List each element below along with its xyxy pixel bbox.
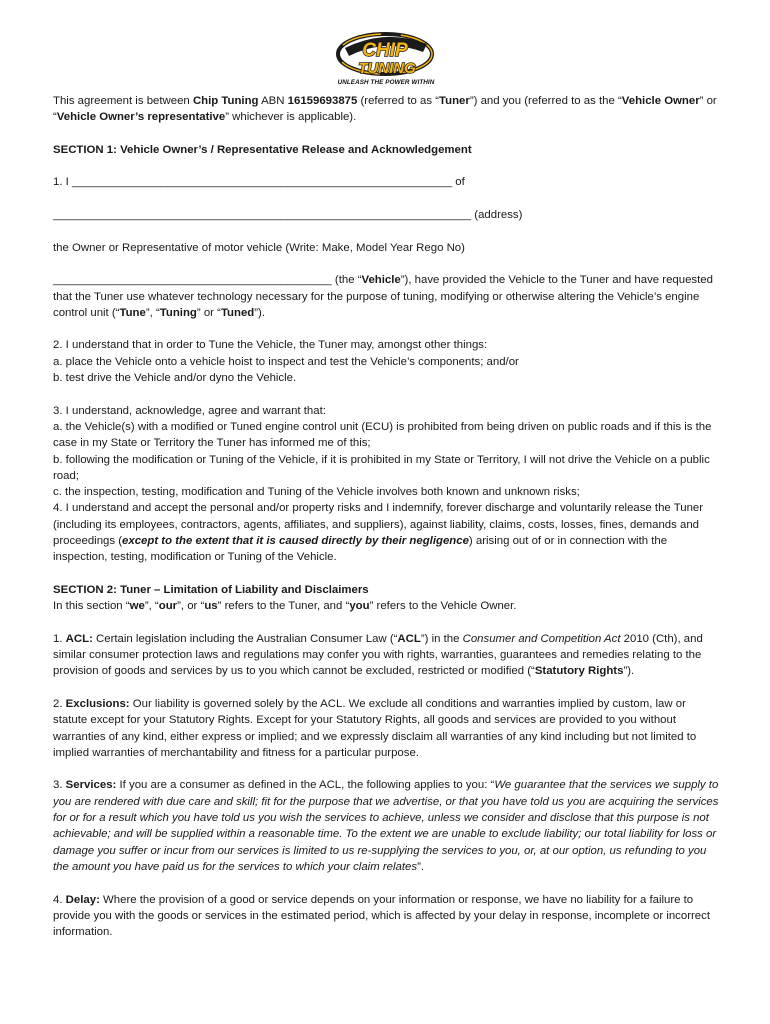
section1-heading: SECTION 1: Vehicle Owner’s / Representative Release and Acknowledgement (53, 143, 472, 156)
delay-clause: 4. Delay: Where the provision of a good or service depends on your information or response, we have no liability for a failure to provide you with the goods or services in the estimated period, which is affected by your delay in response, incomplete or incorrect information. (53, 893, 710, 939)
clause-2: 2. I understand that in order to Tune the Vehicle, the Tuner may, amongst other things: a. place the Vehicle onto a vehicle hoist to inspect and test the Vehicle’s components; and/or b. test drive the Vehicle and/or dyno the Vehicle. (53, 339, 519, 385)
section2-heading: SECTION 2: Tuner – Limitation of Liability and Disclaimers (53, 583, 369, 596)
address-line: __________________________________________________________________ (address) (53, 209, 523, 222)
intro-paragraph: This agreement is between Chip Tuning ABN 16159693875 (referred to as “Tuner”) and you (referred to as the “Vehicle Owner” or “Vehicle Owner’s representative” whichever is applicable). (53, 95, 717, 124)
clause-4: 4. I understand and accept the personal and/or property risks and I indemnify, forever discharge and voluntarily release the Tuner (including its employees, contractors, agents, affiliates, and suppliers), against liability, claims, costs, losses, fines, demands and proceedings (except to the extent that it is caused directly by their negligence) arising out of or in connection with the inspection, testing, modification or Tuning of the Vehicle. (53, 502, 704, 564)
definitions-paragraph: In this section “we”, “our”, or “us” refers to the Tuner, and “you” refers to the Vehicle Owner. (53, 600, 517, 613)
owner-line: the Owner or Representative of motor vehicle (Write: Make, Model Year Rego No) (53, 241, 465, 254)
clause-3: 3. I understand, acknowledge, agree and warrant that: a. the Vehicle(s) with a modified or Tuned engine control unit (ECU) is prohibited from being driven on public roads and if this is the case in my State or Territory the Tuner has informed me of this; b. following the modification or Tuning of the Vehicle, if it is prohibited in my State or Territory, I will not drive the Vehicle on a public road; c. the inspection, testing, modification and Tuning of the Vehicle involves both known and unknown risks; (53, 404, 712, 499)
acl-clause: 1. ACL: Certain legislation including the Australian Consumer Law (“ACL”) in the Consumer and Competition Act 2010 (Cth), and similar consumer protection laws and regulations may confer you with rights, warranties, guarantees and remedies relating to the provision of goods and services by us to you which cannot be excluded, restricted or modified (“Statutory Rights”). (53, 632, 703, 678)
logo-tagline: UNLEASH THE POWER WITHIN (337, 79, 435, 86)
agreement-body (53, 93, 723, 940)
exclusions-clause: 2. Exclusions: Our liability is governed solely by the ACL. We exclude all conditions and warranties implied by custom, law or statute except for your Statutory Rights. Except for your Statutory Rights, all goods and services are provided to you without warranties of any kind, either express or implied; and we expressly disclaim all warranties of any kind including but not limited to implied warranties of merchantability and fitness for a particular purpose. (53, 697, 697, 759)
name-line: 1. I ____________________________________________________________ of (53, 176, 465, 189)
logo-line2: TUNING (358, 60, 416, 77)
vehicle-paragraph: ____________________________________________ (the “Vehicle”), have provided the Vehicle to the Tuner and have requested that the Tuner use whatever technology necessary for the purpose of tuning, modifying or otherwise altering the Vehicle’s engine control unit (“Tune”, “Tuning” or “Tuned”). (53, 274, 713, 319)
services-clause: 3. Services: If you are a consumer as defined in the ACL, the following applies to you: “We guarantee that the services we supply to you are rendered with due care and skill; fit for the purpose that we advertise, or that you have told us you are acquiring the services for or for a result which you have told us you wish the services to achieve, unless we consider and disclose that this purpose is not achievable; and will be supplied within a reasonable time. To the extent we are unable to exclude liability; our total liability for loss or damage you suffer or incur from our services is limited to us re-supplying the services to you, or, at our option, us refunding to you the amount you have paid us for the services to which your claim relates”. (53, 779, 719, 873)
logo-line1: CHIP (362, 40, 408, 61)
